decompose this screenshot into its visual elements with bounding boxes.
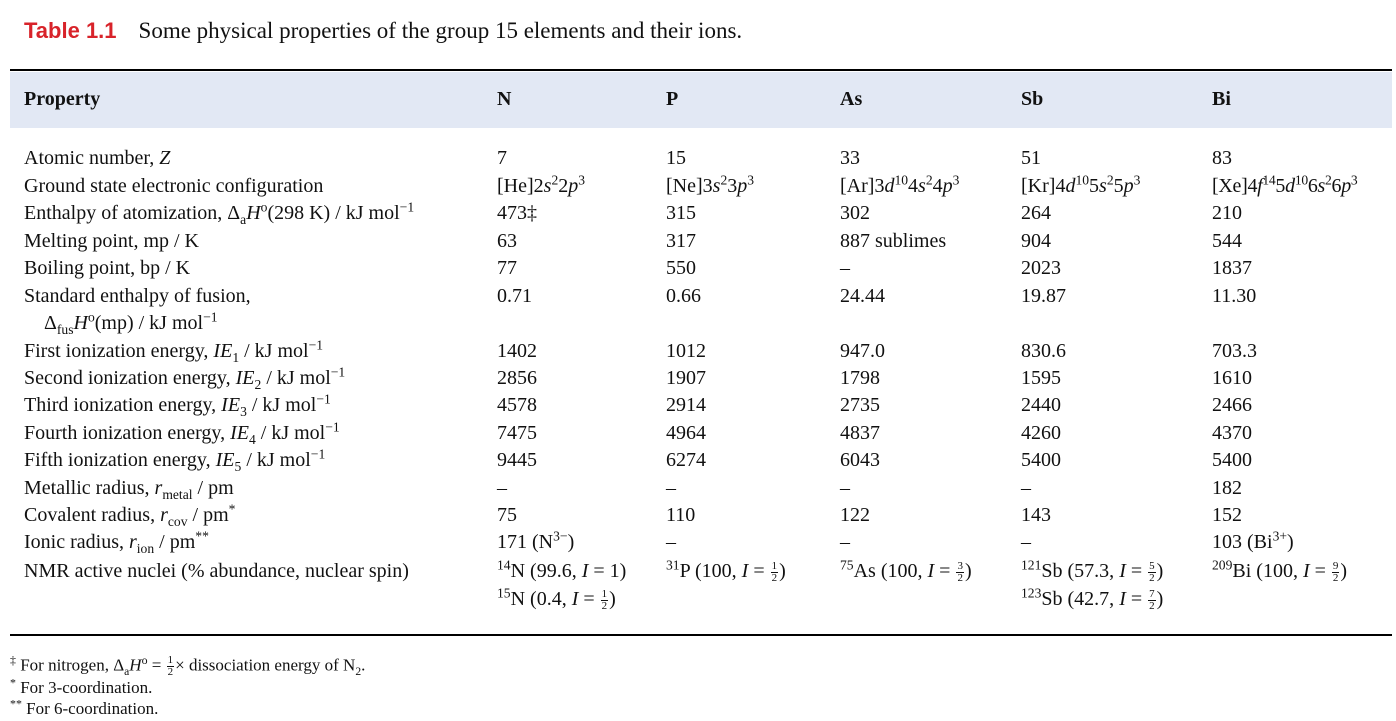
header-p: P	[666, 88, 679, 110]
cell-atomic-number-n: 7	[497, 147, 507, 169]
label-ie5: Fifth ionization energy, $IE_5$ / kJ mol$^{-1}$	[24, 446, 326, 474]
cell-nmr-n-15: $^{15}$N (0.4, I = $\frac{1}{2}$ )	[497, 585, 616, 612]
table-number: Table 1.1	[24, 18, 117, 43]
cell-atomic-number-as: 33	[840, 147, 860, 169]
cell-enthalpy-atomization-n: 473‡	[497, 202, 537, 224]
cell-nmr-as: $^{75}$As (100, I = $\frac{3}{2}$ )	[840, 557, 972, 584]
cell-nmr-bi: $^{209}$Bi (100, I = $\frac{9}{2}$ )	[1212, 557, 1348, 584]
fraction: $\frac{1}{2}$	[167, 654, 174, 678]
cell-ie4-n: 7475	[497, 422, 537, 444]
table-caption	[24, 18, 742, 44]
cell-boiling-point-p: 550	[666, 257, 696, 279]
cell-ie1-as: 947.0	[840, 340, 885, 362]
cell-enthalpy-fusion-as: 24.44	[840, 285, 885, 307]
cell-ie2-as: 1798	[840, 367, 880, 389]
label-enthalpy-fusion: Standard enthalpy of fusion,	[24, 285, 251, 307]
fraction: $\frac{9}{2}$	[1332, 559, 1339, 584]
cell-ie4-p: 4964	[666, 422, 706, 444]
cell-ionic-radius-as: –	[840, 531, 850, 553]
cell-enthalpy-fusion-n: 0.71	[497, 285, 532, 307]
cell-metallic-radius-p: –	[666, 477, 676, 499]
label-ie3: Third ionization energy, $IE_3$ / kJ mol$^{-1}$	[24, 391, 331, 419]
cell-melting-point-n: 63	[497, 230, 517, 252]
cell-ie5-bi: 5400	[1212, 449, 1252, 471]
header-n: N	[497, 88, 512, 110]
label-ionic-radius: Ionic radius, $r_{ion} / pm^{**}$	[24, 528, 209, 556]
cell-ground-state-as: $[Ar]3d^{10}4s^24p^3$	[840, 172, 960, 197]
header-as: As	[840, 88, 863, 110]
cell-atomic-number-p: 15	[666, 147, 686, 169]
cell-ie1-sb: 830.6	[1021, 340, 1066, 362]
cell-ionic-radius-p: –	[666, 531, 676, 553]
cell-enthalpy-atomization-as: 302	[840, 202, 870, 224]
cell-ie3-p: 2914	[666, 394, 706, 416]
cell-metallic-radius-as: –	[840, 477, 850, 499]
label-enthalpy-atomization: Enthalpy of atomization, $\Delta_aH^o(298$ K) / kJ mol$^{-1}$	[24, 199, 415, 227]
cell-boiling-point-n: 77	[497, 257, 517, 279]
cell-ionic-radius-bi: 103 $(Bi^{3+})$	[1212, 528, 1294, 553]
label-melting-point: Melting point, mp / K	[24, 230, 199, 252]
cell-ie4-sb: 4260	[1021, 422, 1061, 444]
cell-covalent-radius-p: 110	[666, 504, 696, 526]
cell-nmr-sb-121: $^{121}$Sb (57.3, I = $\frac{5}{2}$ )	[1021, 557, 1164, 584]
fraction: $\frac{7}{2}$	[1149, 587, 1155, 612]
cell-covalent-radius-as: 122	[840, 504, 870, 526]
cell-ie5-n: 9445	[497, 449, 537, 471]
label-enthalpy-fusion-line2: $\Delta_{fus}H^o(mp)$ / kJ mol$^{-1}$	[44, 309, 218, 337]
cell-ground-state-sb: $[Kr]4d^{10}5s^25p^3$	[1021, 172, 1141, 197]
cell-ie3-sb: 2440	[1021, 394, 1061, 416]
cell-ie3-n: 4578	[497, 394, 537, 416]
fraction: $\frac{3}{2}$	[957, 559, 963, 584]
cell-ie1-p: 1012	[666, 340, 706, 362]
cell-atomic-number-sb: 51	[1021, 147, 1041, 169]
fraction: $\frac{1}{2}$	[601, 587, 608, 612]
label-nmr: NMR active nuclei (% abundance, nuclear spin)	[24, 560, 409, 582]
cell-atomic-number-bi: 83	[1212, 147, 1232, 169]
label-ie1: First ionization energy, $IE_1$ / kJ mol$^{-1}$	[24, 337, 324, 365]
cell-ie1-n: 1402	[497, 340, 537, 362]
cell-boiling-point-bi: 1837	[1212, 257, 1252, 279]
cell-ie2-p: 1907	[666, 367, 706, 389]
cell-boiling-point-sb: 2023	[1021, 257, 1061, 279]
cell-covalent-radius-sb: 143	[1021, 504, 1051, 526]
cell-ground-state-p: $[Ne]3s^23p^3$	[666, 172, 755, 197]
fraction: $\frac{1}{2}$	[771, 559, 778, 584]
cell-metallic-radius-bi: 182	[1212, 477, 1242, 499]
label-ie2: Second ionization energy, $IE_2$ / kJ mol$^{-1}$	[24, 364, 346, 392]
label-atomic-number: Atomic number, Z	[24, 147, 171, 169]
footnote-double-dagger: ‡ For nitrogen, $\Delta_aH^o$ = $\frac{1}{2}$ × dissociation energy of $N_2$.	[10, 652, 366, 678]
cell-covalent-radius-bi: 152	[1212, 504, 1242, 526]
label-covalent-radius: Covalent radius, $r_{cov} / pm^*$	[24, 501, 236, 529]
cell-covalent-radius-n: 75	[497, 504, 517, 526]
cell-nmr-n-14: $^{14}$N (99.6, I = 1)	[497, 557, 627, 582]
cell-enthalpy-atomization-sb: 264	[1021, 202, 1051, 224]
header-bi: Bi	[1212, 88, 1231, 110]
cell-ie5-p: 6274	[666, 449, 706, 471]
cell-ie5-as: 6043	[840, 449, 880, 471]
label-boiling-point: Boiling point, bp / K	[24, 257, 191, 279]
label-ie4: Fourth ionization energy, $IE_4$ / kJ mol$^{-1}$	[24, 419, 340, 447]
cell-ionic-radius-sb: –	[1021, 531, 1031, 553]
cell-ie4-bi: 4370	[1212, 422, 1252, 444]
cell-nmr-sb-123: $^{123}$Sb (42.7, I = $\frac{7}{2}$ )	[1021, 585, 1164, 612]
cell-metallic-radius-n: –	[497, 477, 507, 499]
cell-melting-point-as: 887 sublimes	[840, 230, 947, 252]
cell-ie2-bi: 1610	[1212, 367, 1252, 389]
cell-ie5-sb: 5400	[1021, 449, 1061, 471]
header-band	[10, 72, 1392, 128]
cell-enthalpy-fusion-bi: 11.30	[1212, 285, 1257, 307]
cell-ie1-bi: 703.3	[1212, 340, 1257, 362]
footnote-asterisk: * For 3-coordination.	[10, 675, 153, 697]
cell-melting-point-bi: 544	[1212, 230, 1242, 252]
cell-enthalpy-fusion-sb: 19.87	[1021, 285, 1066, 307]
cell-ionic-radius-n: 171 $(N^{3-})$	[497, 528, 575, 553]
cell-ground-state-bi: $[Xe]4f^{14}5d^{10}6s^26p^3$	[1212, 172, 1358, 197]
cell-ground-state-n: $[He]2s^22p^3$	[497, 172, 586, 197]
cell-melting-point-p: 317	[666, 230, 696, 252]
cell-boiling-point-as: –	[840, 257, 850, 279]
cell-ie2-sb: 1595	[1021, 367, 1061, 389]
bottom-rule	[10, 634, 1392, 636]
footnote-double-asterisk: ** For 6-coordination.	[10, 696, 159, 718]
header-property: Property	[24, 88, 101, 110]
cell-enthalpy-fusion-p: 0.66	[666, 285, 701, 307]
caption-text: Some physical properties of the group 15 elements and their ions.	[138, 18, 743, 43]
top-rule	[10, 69, 1392, 71]
cell-nmr-p: $^{31}$P (100, I = $\frac{1}{2}$ )	[666, 557, 786, 584]
cell-melting-point-sb: 904	[1021, 230, 1051, 252]
cell-ie4-as: 4837	[840, 422, 880, 444]
cell-enthalpy-atomization-p: 315	[666, 202, 696, 224]
cell-metallic-radius-sb: –	[1021, 477, 1031, 499]
cell-ie3-as: 2735	[840, 394, 880, 416]
label-metallic-radius: Metallic radius, $r_{metal}$ / pm	[24, 477, 234, 502]
cell-ie2-n: 2856	[497, 367, 537, 389]
fraction: $\frac{5}{2}$	[1149, 559, 1155, 584]
cell-ie3-bi: 2466	[1212, 394, 1252, 416]
cell-enthalpy-atomization-bi: 210	[1212, 202, 1242, 224]
label-ground-state: Ground state electronic configuration	[24, 175, 324, 197]
header-sb: Sb	[1021, 88, 1044, 110]
